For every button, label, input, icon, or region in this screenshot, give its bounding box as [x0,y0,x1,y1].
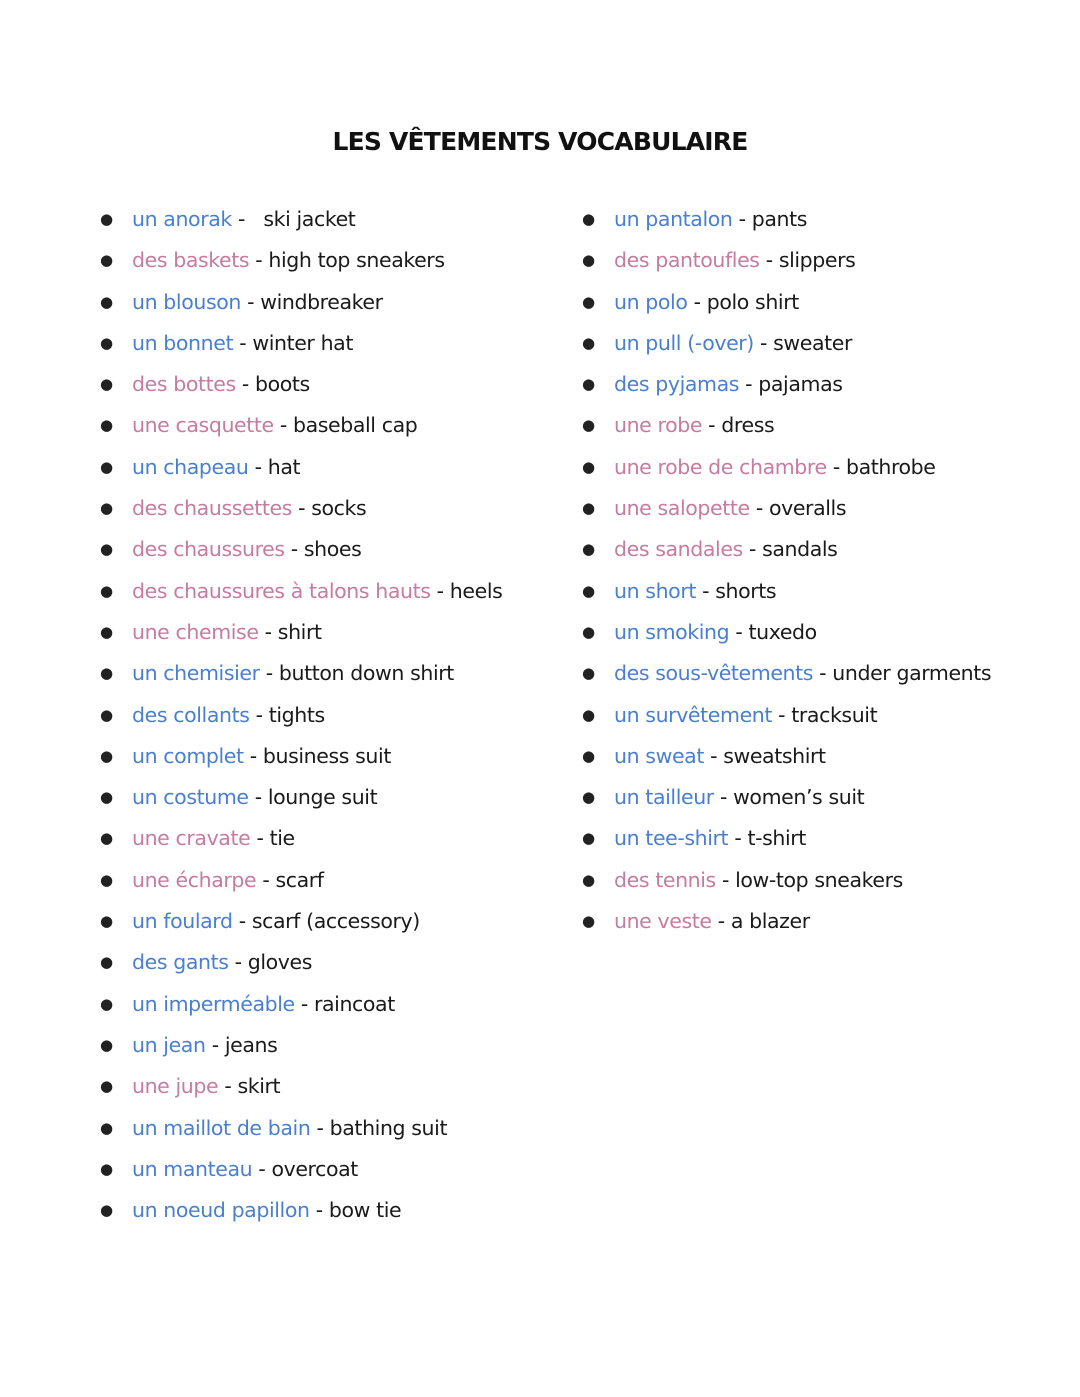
bullet-icon: ● [100,994,113,1013]
bullet-icon: ● [100,788,113,807]
separator: - [703,743,724,768]
separator: - [711,909,731,934]
french-term: un imperméable [132,991,295,1016]
english-translation: jeans [224,1032,278,1057]
bullet-icon: ● [582,210,595,228]
vocab-item [582,323,991,364]
separator: - [291,496,312,521]
english-translation: shorts [715,578,777,603]
separator: - [228,950,248,975]
vocab-item [582,860,991,901]
english-translation: high top sneakers [268,248,445,273]
french-term: un foulard [132,909,233,934]
separator: - [243,743,263,768]
vocab-item [100,199,502,240]
bullet-icon: ● [100,1035,113,1054]
separator: - [687,289,707,314]
french-term: des pyjamas [614,372,740,397]
separator: - [430,578,450,603]
bullet-icon: ● [100,333,113,352]
english-translation: gloves [247,950,313,975]
french-term: un maillot de bain [132,1115,311,1140]
bullet-icon: ● [100,540,113,559]
english-translation: bathrobe [845,454,936,479]
english-translation: polo shirt [706,289,799,314]
french-term: des sandales [614,537,743,562]
bullet-icon: ● [582,705,595,724]
french-term: une jupe [132,1074,219,1099]
vocab-item [582,571,991,612]
vocab-item [100,653,502,694]
separator: - [749,496,769,521]
vocab-item [582,405,991,446]
french-term: une salopette [614,496,750,521]
vocab-item [100,364,502,405]
bullet-icon: ● [582,581,595,600]
french-term: un manteau [132,1156,253,1181]
french-term: un anorak [132,207,232,231]
vocab-item [100,282,502,323]
separator: - [235,372,255,397]
french-term: des tennis [614,867,716,892]
bullet-icon: ● [100,251,113,270]
french-term: une écharpe [132,867,257,892]
english-translation: ski jacket [263,207,356,231]
english-translation: sandals [762,537,838,562]
separator: - [309,1198,329,1223]
english-translation: bathing suit [329,1115,448,1140]
english-translation: tie [269,826,295,851]
french-term: une robe de chambre [614,454,827,479]
english-translation: heels [449,578,503,603]
french-term: un polo [614,289,688,314]
vocab-item [100,405,502,446]
english-translation: scarf (accessory) [251,909,420,934]
separator: - [759,248,779,273]
vocab-item [100,984,502,1025]
bullet-icon: ● [582,251,595,270]
english-translation: t-shirt [747,826,806,851]
french-term: un pull (-over) [614,330,754,355]
french-term: un noeud papillon [132,1198,310,1223]
english-translation: lounge suit [267,785,378,810]
english-translation: shirt [277,619,322,644]
vocab-item [100,447,502,488]
vocab-item [100,860,502,901]
french-term: des sous-vêtements [614,661,814,686]
separator: - [248,454,268,479]
english-translation: pants [751,207,808,231]
english-translation: a blazer [730,909,810,934]
english-translation: tuxedo [748,619,817,644]
separator: - [249,248,269,273]
bullet-icon: ● [582,540,595,559]
vocab-item [582,282,991,323]
french-term: des chaussures [132,537,285,562]
vocab-item [100,1108,502,1149]
english-translation: bow tie [328,1198,402,1223]
separator: - [713,785,734,810]
separator: - [695,578,716,603]
french-term: une casquette [132,413,274,438]
vocab-item [100,488,502,529]
french-term: un sweat [614,743,704,768]
english-translation: low-top sneakers [735,867,903,892]
french-term: une cravate [132,826,251,851]
vocab-item [582,653,991,694]
french-term: un tee-shirt [614,826,729,851]
separator: - [273,413,293,438]
french-term: un bonnet [132,330,234,355]
vocab-item [582,240,991,281]
bullet-icon: ● [582,912,595,931]
english-translation: raincoat [313,991,395,1016]
vocab-item [582,612,991,653]
separator: - [256,867,276,892]
vocab-item [582,529,991,570]
bullet-icon: ● [100,1201,113,1220]
separator: - [250,826,270,851]
french-term: des chaussures à talons hauts [132,578,431,603]
vocab-item [100,1066,502,1107]
vocab-item [100,323,502,364]
separator: - [249,702,269,727]
separator: - [702,413,722,438]
separator: - [310,1115,330,1140]
vocab-item [100,736,502,777]
vocab-item [100,901,502,942]
english-translation: overcoat [271,1156,358,1181]
english-translation: socks [311,496,367,521]
bullet-icon: ● [100,375,113,394]
french-term: des chaussettes [132,496,292,521]
english-translation: pajamas [758,372,843,397]
vocab-item [100,942,502,983]
english-translation: sweater [773,330,853,355]
vocab-item [100,777,502,818]
english-translation: scarf [275,867,324,892]
vocab-item [582,736,991,777]
vocab-item [100,612,502,653]
separator: - [742,537,763,562]
vocab-item [582,364,991,405]
french-term: une veste [614,909,712,934]
english-translation: boots [254,372,310,397]
vocab-item [582,818,991,859]
bullet-icon: ● [100,622,113,641]
bullet-icon: ● [100,746,113,765]
english-translation: winter hat [252,330,353,355]
french-term: des pantoufles [614,248,760,273]
bullet-icon: ● [582,829,595,848]
separator: - [248,785,268,810]
vocab-item [100,695,502,736]
bullet-icon: ● [100,581,113,600]
page-title: LES VÊTEMENTS VOCABULAIRE [332,127,748,156]
english-translation: sweatshirt [723,743,826,768]
bullet-icon: ● [582,292,595,311]
separator: - [826,454,846,479]
bullet-icon: ● [100,953,113,972]
bullet-icon: ● [100,292,113,311]
french-term: un blouson [132,289,241,314]
bullet-icon: ● [582,375,595,394]
french-term: des gants [132,950,229,975]
french-term: un chemisier [132,661,260,686]
bullet-icon: ● [582,788,595,807]
separator: - [218,1074,238,1099]
vocab-list-right [582,199,991,942]
separator: - [231,207,264,231]
bullet-icon: ● [100,499,113,518]
vocab-item [582,901,991,942]
english-translation: women’s suit [733,785,865,810]
bullet-icon: ● [582,333,595,352]
vocab-item [100,529,502,570]
bullet-icon: ● [100,210,113,228]
english-translation: baseball cap [292,413,418,438]
bullet-icon: ● [100,870,113,889]
english-translation: windbreaker [260,289,383,314]
separator: - [294,991,314,1016]
english-translation: hat [267,454,301,479]
french-term: un short [614,578,696,603]
separator: - [258,619,278,644]
separator: - [240,289,261,314]
french-term: un complet [132,743,244,768]
english-translation: slippers [778,248,856,273]
vocab-item [100,818,502,859]
french-term: des bottes [132,372,236,397]
french-term: une chemise [132,619,259,644]
vocab-item [582,447,991,488]
english-translation: tights [268,702,325,727]
separator: - [232,909,252,934]
french-term: un jean [132,1032,206,1057]
bullet-icon: ● [100,457,113,476]
english-translation: shoes [303,537,362,562]
separator: - [753,330,774,355]
vocab-item [582,199,991,240]
vocab-list-left [100,199,502,1231]
vocab-item [582,695,991,736]
separator: - [813,661,833,686]
french-term: un pantalon [614,207,733,231]
vocab-item [582,488,991,529]
french-term: un smoking [614,619,730,644]
french-term: un chapeau [132,454,249,479]
vocab-item [100,1190,502,1231]
separator: - [729,619,749,644]
bullet-icon: ● [582,664,595,683]
bullet-icon: ● [582,622,595,641]
separator: - [772,702,792,727]
separator: - [252,1156,272,1181]
bullet-icon: ● [100,912,113,931]
french-term: un survêtement [614,702,773,727]
french-term: une robe [614,413,703,438]
english-translation: overalls [768,496,847,521]
bullet-icon: ● [582,416,595,435]
english-translation: button down shirt [278,661,454,686]
english-translation: under garments [832,661,992,686]
french-term: un tailleur [614,785,714,810]
french-term: des baskets [132,248,250,273]
english-translation: dress [721,413,775,438]
bullet-icon: ● [100,664,113,683]
separator: - [205,1032,225,1057]
vocab-item [100,1025,502,1066]
separator: - [739,372,759,397]
english-translation: business suit [262,743,391,768]
separator: - [259,661,279,686]
french-term: un costume [132,785,249,810]
bullet-icon: ● [100,829,113,848]
bullet-icon: ● [582,870,595,889]
bullet-icon: ● [582,457,595,476]
french-term: des collants [132,702,250,727]
separator: - [284,537,304,562]
english-translation: skirt [237,1074,281,1099]
vocab-item [100,571,502,612]
vocab-item [100,240,502,281]
bullet-icon: ● [100,416,113,435]
separator: - [732,207,752,231]
separator: - [233,330,253,355]
separator: - [728,826,748,851]
bullet-icon: ● [100,1077,113,1096]
bullet-icon: ● [582,499,595,518]
english-translation: tracksuit [791,702,878,727]
vocab-item [100,1149,502,1190]
bullet-icon: ● [582,746,595,765]
separator: - [715,867,736,892]
bullet-icon: ● [100,1118,113,1137]
vocab-item [582,777,991,818]
bullet-icon: ● [100,1159,113,1178]
bullet-icon: ● [100,705,113,724]
